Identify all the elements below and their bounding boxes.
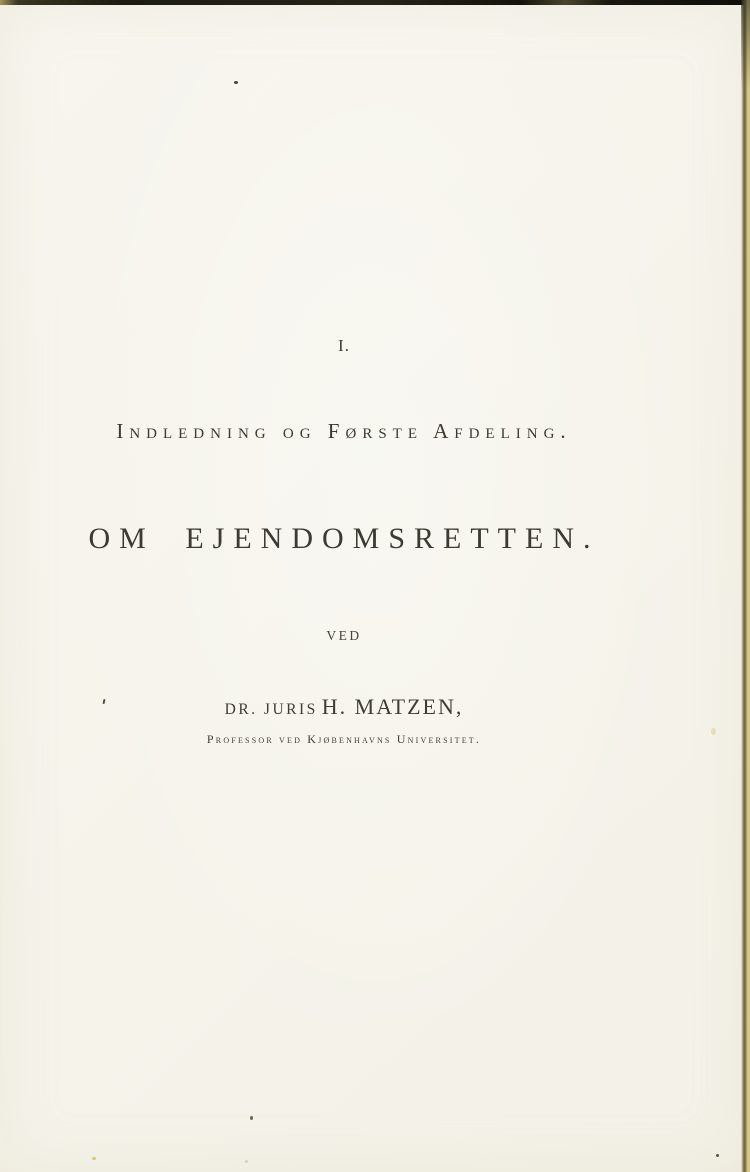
section-number: I.	[338, 336, 350, 355]
page-edge-strip	[741, 0, 750, 1172]
paper-speck	[245, 1160, 248, 1163]
page-edge-shade	[741, 0, 750, 90]
section-heading: Indledning og Første Afdeling.	[116, 419, 572, 443]
paper-speck	[234, 81, 238, 84]
paper-speck	[716, 1154, 719, 1157]
paper-speck	[92, 1157, 96, 1160]
paper-speck	[250, 1116, 253, 1120]
book-title: OM EJENDOMSRETTEN.	[88, 522, 600, 555]
author-name: H. MATZEN,	[321, 694, 464, 719]
paper-speck	[711, 728, 716, 735]
author-title-prefix: DR. JURIS	[224, 701, 318, 718]
scan-top-edge-band	[0, 0, 750, 5]
author-affiliation: Professor ved Kjøbenhavns Universitet.	[206, 732, 482, 746]
byline-ved: VED	[326, 628, 362, 643]
